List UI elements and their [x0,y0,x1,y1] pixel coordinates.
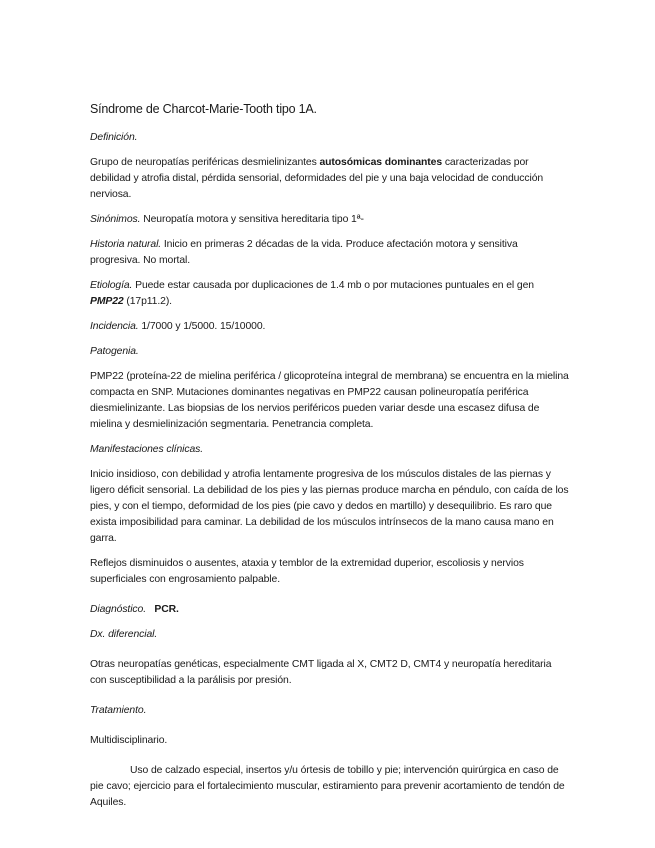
historia-paragraph [90,237,570,269]
definicion-paragraph [90,155,570,203]
diagnostico-text: PCR. [154,604,179,615]
incidencia-text: 1/7000 y 1/5000. 15/10000. [138,321,266,332]
incidencia-paragraph [90,319,570,335]
historia-heading: Historia natural. [90,239,162,250]
sinonimos-text: Neuropatía motora y sensitiva hereditaria tipo 1ª- [140,214,364,225]
tratamiento-paragraph-2: Uso de calzado especial, insertos y/u órtesis de tobillo y pie; intervención quirúrgica en caso de pie cavo; ejercicio para el fortalecimiento muscular, estiramiento para prevenir acortamiento de tendón de Aquiles. [90,765,565,808]
manifestaciones-heading: Manifestaciones clínicas. [90,444,204,455]
etiologia-text-after: (17p11.2). [123,296,172,307]
definicion-bold-text: autosómicas dominantes [319,157,443,168]
sinonimos-paragraph [90,212,570,228]
manifestaciones-paragraph-1: Inicio insidioso, con debilidad y atrofia lentamente progresiva de los músculos distales de las piernas y ligero déficit sensorial. La debilidad de los pies y las piernas produce marcha en péndulo, con caída de los pies, y con el tiempo, deformidad de los pies (pie cavo y dedos en martillo) y desequilibrio. Es raro que exista imposibilidad para caminar. La debilidad de los músculos intrínsecos de la mano causa mano en garra. [90,469,569,544]
dx-diferencial-heading: Dx. diferencial. [90,629,158,640]
definicion-heading: Definición. [90,132,138,143]
diagnostico-paragraph [90,602,570,618]
definicion-text-after: caracterizadas por debilidad y atrofia distal, pérdida sensorial, deformidades del pie y una baja velocidad de conducción nerviosa. [90,157,544,200]
patogenia-heading: Patogenia. [90,346,139,357]
etiologia-text-before: Puede estar causada por duplicaciones de 1.4 mb o por mutaciones puntuales en el gen [132,280,534,291]
sinonimos-heading: Sinónimos. [90,214,141,225]
etiologia-gene: PMP22 [90,296,124,307]
historia-text: Inicio en primeras 2 décadas de la vida. Produce afectación motora y sensitiva progresiva. No mortal. [90,239,518,266]
dx-diferencial-paragraph: Otras neuropatías genéticas, especialmente CMT ligada al X, CMT2 D, CMT4 y neuropatía hereditaria con susceptibilidad a la parálisis por presión. [90,659,552,686]
diagnostico-heading: Diagnóstico. [90,604,146,615]
document-content [90,102,570,820]
patogenia-paragraph: PMP22 (proteína-22 de mielina periférica / glicoproteína integral de membrana) se encuentra en la mielina compacta en SNP. Mutaciones dominantes negativas en PMP22 causan polineuropatía periférica diesmielinizante. Las biopsias de los nervios periféricos pueden variar desde una escasez difusa de mielina y desmielinización segmentaria. Penetrancia completa. [90,371,569,430]
tratamiento-paragraph-1: Multidisciplinario. [90,735,168,746]
etiologia-paragraph [90,278,570,310]
etiologia-heading: Etiología. [90,280,133,291]
manifestaciones-paragraph-2: Reflejos disminuidos o ausentes, ataxia y temblor de la extremidad duperior, escoliosis y nervios superficiales con engrosamiento palpable. [90,558,524,585]
document-title: Síndrome de Charcot-Marie-Tooth tipo 1A. [90,102,317,116]
incidencia-heading: Incidencia. [90,321,139,332]
tratamiento-heading: Tratamiento. [90,705,147,716]
definicion-text-before: Grupo de neuropatías periféricas desmielinizantes [90,157,320,168]
